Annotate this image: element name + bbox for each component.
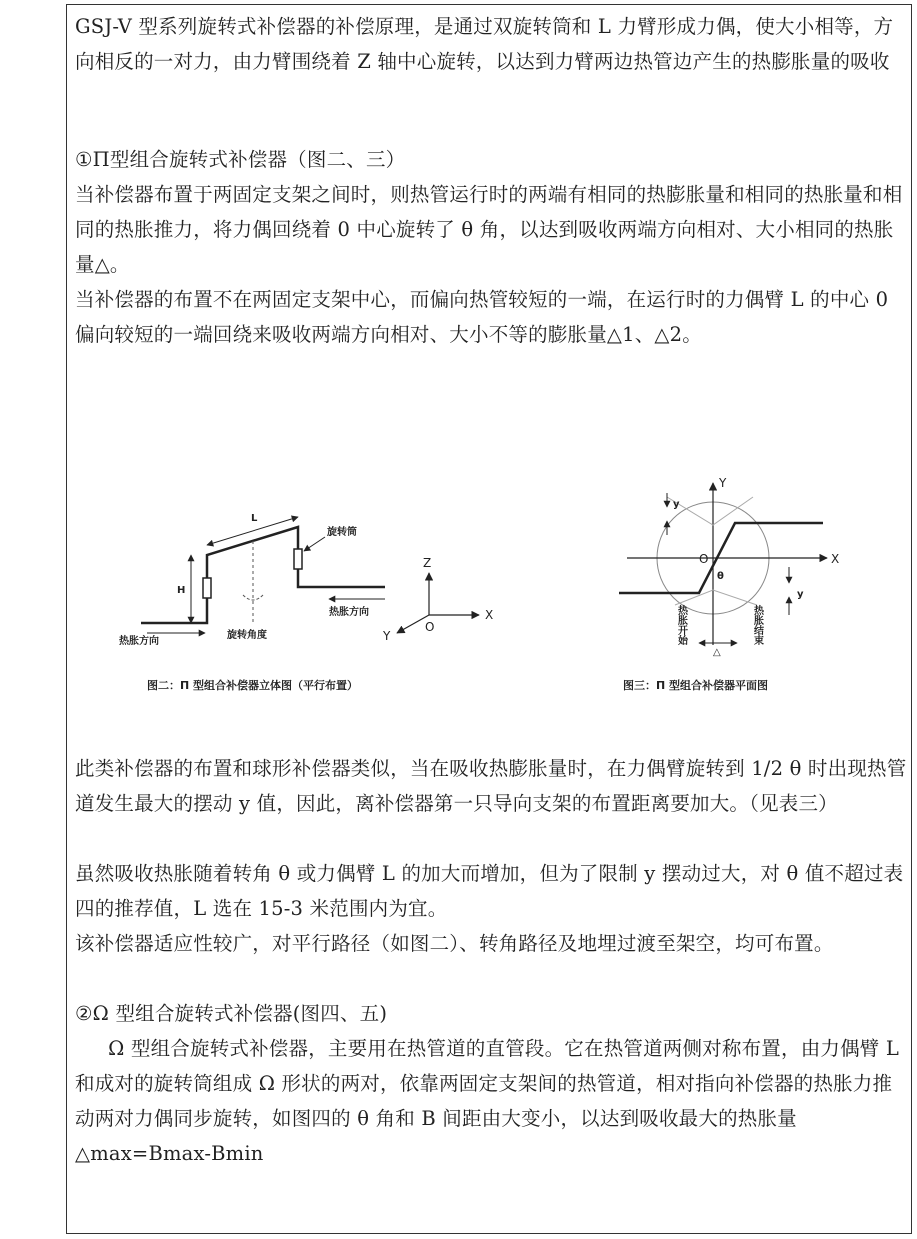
fig3-label-delta: △ — [713, 647, 721, 658]
fig3-label-o: O — [699, 552, 709, 566]
figure-3-caption: 图三：Π 型组合补偿器平面图 — [623, 679, 769, 692]
rotating-tube-left — [203, 578, 211, 598]
paragraph-limit: 虽然吸收热胀随着转角 θ 或力偶臂 L 的加大而增加，但为了限制 y 摆动过大，对 θ 值不超过表四的推荐值，L 选在 15-3 米范围内为宜。 — [75, 862, 904, 920]
fig2-axis-z: Z — [423, 556, 432, 570]
fig3-axis-x: X — [831, 552, 840, 566]
document-frame — [66, 4, 912, 1234]
paragraph-swing: 此类补偿器的布置和球形补偿器类似，当在吸收热膨胀量时，在力偶臂旋转到 1/2 θ 时出现热管道发生最大的摆动 y 值，因此，离补偿器第一只导向支架的布置距离要加大。（见表三） — [75, 757, 907, 815]
fig2-axis-y: Y — [383, 629, 391, 643]
figure-2-3d-diagram — [119, 513, 493, 692]
fig2-label-rotating-tube: 旋转筒 — [327, 527, 357, 538]
fig2-axis-x: X — [485, 608, 494, 622]
fig2-label-expansion-left: 热胀方向 — [119, 636, 159, 647]
fig3-label-start: 热胀开始 — [675, 605, 687, 645]
fig2-axis-origin: O — [425, 620, 435, 634]
paragraph-center-layout: 当补偿器布置于两固定支架之间时，则热管运行时的两端有相同的热膨胀量和相同的热胀量和相同的热胀推力，将力偶回绕着 0 中心旋转了 θ 角，以达到吸收两端方向相对、大小相同的热胀量△。 — [75, 183, 903, 276]
paragraph-applicability: 该补偿器适应性较广，对平行路径（如图二）、转角路径及地埋过渡至架空，均可布置。 — [75, 932, 834, 955]
fig2-label-expansion-right: 热胀方向 — [329, 607, 369, 618]
fig3-label-theta: θ — [717, 571, 724, 582]
figure-3-plan-diagram — [619, 476, 839, 692]
figure-2-caption: 图二：Π 型组合补偿器立体图（平行布置） — [147, 679, 359, 692]
fig3-label-y-right: y — [797, 589, 804, 600]
fig3-label-y-top: y — [673, 499, 680, 510]
heading-pi-type: ①Π型组合旋转式补偿器（图二、三） — [75, 148, 406, 171]
rotating-tube-right — [294, 549, 302, 569]
fig2-label-H: H — [177, 585, 186, 596]
paragraph-offset-layout: 当补偿器的布置不在两固定支架中心，而偏向热管较短的一端，在运行时的力偶臂 L 的中心 0 偏向较短的一端回绕来吸收两端方向相对、大小不等的膨胀量△1、△2。 — [75, 288, 889, 346]
heading-omega-type: ②Ω 型组合旋转式补偿器(图四、五) — [75, 1002, 388, 1025]
fig2-label-L: L — [251, 513, 258, 524]
paragraph-principle: GSJ-V 型系列旋转式补偿器的补偿原理，是通过双旋转筒和 L 力臂形成力偶，使大小相等，方向相反的一对力，由力臂围绕着 Z 轴中心旋转，以达到力臂两边热管边产生的热膨胀量的吸收 — [75, 15, 894, 73]
paragraph-omega-description: Ω 型组合旋转式补偿器，主要用在热管道的直管段。它在热管道两侧对称布置，由力偶臂 L 和成对的旋转筒组成 Ω 形状的两对，依靠两固定支架间的热管道，相对指向补偿器的热胀力推动两对力偶同步旋转，如图四的 θ 角和 B 间距由大变小，以达到吸收最大的热胀量△max=Bmax-Bmin — [75, 1037, 900, 1165]
fig2-label-rotation-angle: 旋转角度 — [227, 630, 267, 641]
figures-area — [67, 455, 913, 725]
fig3-label-end: 热胀结束 — [751, 605, 763, 645]
fig3-axis-y: Y — [719, 476, 727, 490]
fig2-axes — [382, 556, 493, 643]
